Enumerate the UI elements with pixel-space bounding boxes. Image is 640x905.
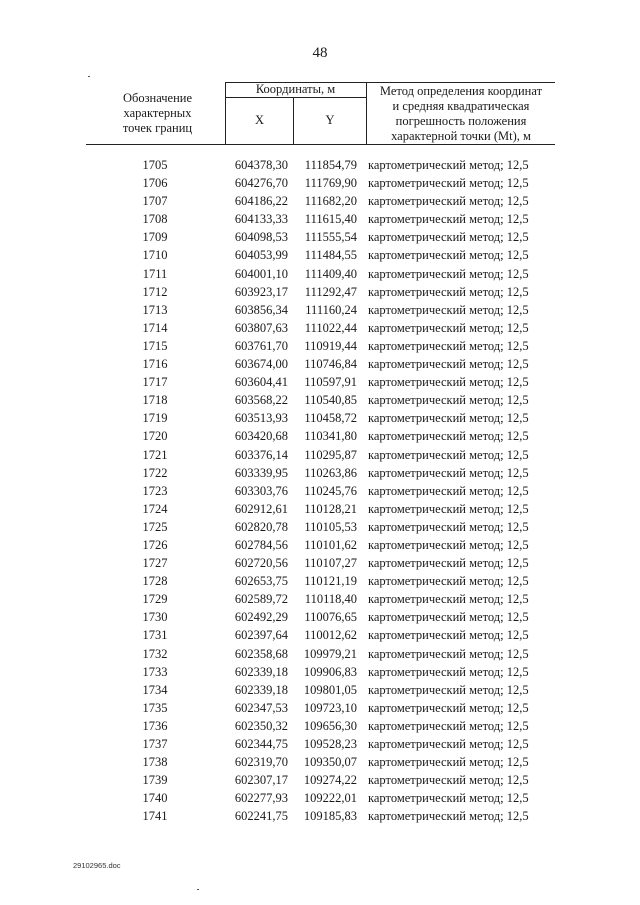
point-id-cell: 1718 [142, 393, 168, 408]
coord-y-cell: 111615,40 [304, 212, 357, 227]
coord-y-cell: 109723,10 [303, 700, 357, 715]
coord-x-cell: 602350,32 [234, 718, 288, 733]
coord-y-cell: 111555,54 [304, 230, 357, 245]
method-cell: картометрический метод; 12,5 [368, 574, 529, 589]
point-id-cell: 1716 [142, 357, 168, 372]
point-id-cell: 1725 [142, 519, 168, 534]
header-coordinates: Координаты, м [255, 82, 336, 96]
table-row [0, 446, 640, 464]
point-id-cell: 1706 [142, 176, 168, 191]
coord-y-cell: 110597,91 [304, 375, 357, 390]
table-row [0, 228, 640, 246]
point-id-cell: 1709 [142, 230, 168, 245]
coord-x-cell: 603604,41 [234, 375, 288, 390]
coord-y-cell: 111769,90 [304, 176, 357, 191]
table-row [0, 608, 640, 626]
table-row [0, 518, 640, 536]
point-id-cell: 1740 [142, 791, 168, 806]
point-id-cell: 1717 [142, 375, 168, 390]
header-designation-line: Обозначение [122, 91, 193, 105]
coord-x-cell: 603339,95 [234, 465, 288, 480]
coord-x-cell: 602241,75 [234, 809, 288, 824]
header-x: X [254, 113, 265, 127]
method-cell: картометрический метод; 12,5 [368, 664, 529, 679]
coord-x-cell: 604001,10 [234, 266, 288, 281]
point-id-cell: 1712 [142, 284, 168, 299]
point-id-cell: 1741 [142, 809, 168, 824]
point-id-cell: 1731 [142, 628, 168, 643]
coord-x-cell: 603513,93 [234, 411, 288, 426]
coord-y-cell: 110919,44 [304, 338, 357, 353]
header-method-line: характерной точки (Mt), м [391, 129, 531, 143]
table-row [0, 464, 640, 482]
method-cell: картометрический метод; 12,5 [368, 429, 529, 444]
method-cell: картометрический метод; 12,5 [368, 791, 529, 806]
coord-y-cell: 111409,40 [304, 266, 357, 281]
method-cell: картометрический метод; 12,5 [368, 230, 529, 245]
method-cell: картометрический метод; 12,5 [368, 610, 529, 625]
table-row [0, 427, 640, 445]
table-row [0, 626, 640, 644]
coord-y-cell: 109801,05 [303, 682, 357, 697]
method-cell: картометрический метод; 12,5 [368, 483, 529, 498]
coord-x-cell: 602492,29 [234, 610, 288, 625]
point-id-cell: 1720 [142, 429, 168, 444]
coord-y-cell: 109906,83 [303, 664, 357, 679]
coord-y-cell: 110107,27 [304, 556, 357, 571]
point-id-cell: 1728 [142, 574, 168, 589]
coord-x-cell: 602784,56 [234, 537, 288, 552]
table-row [0, 590, 640, 608]
point-id-cell: 1723 [142, 483, 168, 498]
method-cell: картометрический метод; 12,5 [368, 737, 529, 751]
coord-x-cell: 604378,30 [234, 158, 288, 172]
table-body [0, 156, 640, 825]
table-row [0, 500, 640, 518]
coord-y-cell: 109274,22 [303, 773, 357, 788]
header-method-line: Метод определения координат [379, 84, 543, 98]
coord-x-cell: 602720,56 [234, 556, 288, 571]
method-cell: картометрический метод; 12,5 [368, 809, 529, 824]
header-designation [95, 91, 220, 136]
scan-mark [197, 889, 199, 890]
table-row [0, 645, 640, 663]
method-cell: картометрический метод; 12,5 [368, 284, 529, 299]
coord-y-cell: 110121,19 [304, 574, 357, 589]
footer-doc-code: 29102965.doc [73, 861, 121, 870]
coord-x-cell: 604133,33 [234, 212, 288, 227]
coord-x-cell: 602347,53 [234, 700, 288, 715]
table-row [0, 482, 640, 500]
coord-x-cell: 602339,18 [234, 682, 288, 697]
method-cell: картометрический метод; 12,5 [368, 755, 529, 770]
table-row [0, 192, 640, 210]
method-cell: картометрический метод; 12,5 [368, 411, 529, 426]
table-row [0, 283, 640, 301]
coord-y-cell: 109222,01 [303, 791, 357, 806]
method-cell: картометрический метод; 12,5 [368, 556, 529, 571]
point-id-cell: 1737 [142, 737, 168, 751]
coord-x-cell: 603923,17 [234, 284, 288, 299]
method-cell: картометрический метод; 12,5 [368, 266, 529, 281]
point-id-cell: 1732 [142, 646, 168, 661]
coord-x-cell: 603761,70 [234, 338, 288, 353]
point-id-cell: 1738 [142, 755, 168, 770]
method-cell: картометрический метод; 12,5 [368, 718, 529, 733]
table-row [0, 807, 640, 825]
coord-y-cell: 109350,07 [303, 755, 357, 770]
header-designation-line: характерных [123, 106, 192, 120]
table-row [0, 391, 640, 409]
method-cell: картометрический метод; 12,5 [368, 592, 529, 607]
point-id-cell: 1713 [142, 302, 168, 317]
header-y: Y [325, 113, 335, 127]
method-cell: картометрический метод; 12,5 [368, 158, 529, 172]
coord-y-cell: 110295,87 [304, 447, 357, 462]
point-id-cell: 1710 [142, 248, 168, 263]
coord-x-cell: 604053,99 [234, 248, 288, 263]
coord-x-cell: 602319,70 [234, 755, 288, 770]
point-id-cell: 1705 [142, 158, 168, 172]
coord-y-cell: 109528,23 [303, 737, 357, 751]
point-id-cell: 1715 [142, 338, 168, 353]
coord-y-cell: 111484,55 [304, 248, 357, 263]
point-id-cell: 1735 [142, 700, 168, 715]
table-row [0, 735, 640, 753]
coord-y-cell: 110128,21 [304, 501, 357, 516]
coord-x-cell: 602358,68 [234, 646, 288, 661]
method-cell: картометрический метод; 12,5 [368, 501, 529, 516]
table-row [0, 753, 640, 771]
coord-y-cell: 109979,21 [303, 646, 357, 661]
coord-x-cell: 604186,22 [234, 194, 288, 209]
coord-x-cell: 603856,34 [234, 302, 288, 317]
table-row [0, 246, 640, 264]
method-cell: картометрический метод; 12,5 [368, 375, 529, 390]
point-id-cell: 1711 [142, 266, 168, 281]
point-id-cell: 1724 [142, 501, 168, 516]
coord-x-cell: 602339,18 [234, 664, 288, 679]
coord-y-cell: 110105,53 [304, 519, 357, 534]
header-designation-line: точек границ [122, 121, 193, 135]
coord-x-cell: 602820,78 [234, 519, 288, 534]
method-cell: картометрический метод; 12,5 [368, 465, 529, 480]
point-id-cell: 1739 [142, 773, 168, 788]
point-id-cell: 1714 [142, 320, 168, 335]
method-cell: картометрический метод; 12,5 [368, 194, 529, 209]
table-row [0, 174, 640, 192]
table-row [0, 265, 640, 283]
coord-y-cell: 111854,79 [304, 158, 357, 172]
method-cell: картометрический метод; 12,5 [368, 212, 529, 227]
point-id-cell: 1722 [142, 465, 168, 480]
table-row [0, 210, 640, 228]
method-cell: картометрический метод; 12,5 [368, 628, 529, 643]
coord-x-cell: 602277,93 [234, 791, 288, 806]
method-cell: картометрический метод; 12,5 [368, 700, 529, 715]
coord-x-cell: 603807,63 [234, 320, 288, 335]
method-cell: картометрический метод; 12,5 [368, 682, 529, 697]
coord-y-cell: 110012,62 [304, 628, 357, 643]
coord-y-cell: 109656,30 [303, 718, 357, 733]
coord-y-cell: 110540,85 [304, 393, 357, 408]
table-row [0, 771, 640, 789]
table-row [0, 789, 640, 807]
table-row [0, 554, 640, 572]
table-row [0, 355, 640, 373]
coord-y-cell: 110118,40 [304, 592, 357, 607]
coord-x-cell: 602344,75 [234, 737, 288, 751]
coord-y-cell: 110101,62 [304, 537, 357, 552]
point-id-cell: 1729 [142, 592, 168, 607]
table-row [0, 156, 640, 174]
table-row [0, 699, 640, 717]
coord-x-cell: 603674,00 [234, 357, 288, 372]
point-id-cell: 1708 [142, 212, 168, 227]
coord-x-cell: 602589,72 [234, 592, 288, 607]
coord-x-cell: 603420,68 [234, 429, 288, 444]
coord-x-cell: 603303,76 [234, 483, 288, 498]
header-method [367, 84, 555, 144]
table-row [0, 717, 640, 735]
method-cell: картометрический метод; 12,5 [368, 302, 529, 317]
coord-x-cell: 603376,14 [234, 447, 288, 462]
method-cell: картометрический метод; 12,5 [368, 537, 529, 552]
coord-x-cell: 602653,75 [234, 574, 288, 589]
coord-y-cell: 110076,65 [304, 610, 357, 625]
table-row [0, 301, 640, 319]
coord-x-cell: 602912,61 [234, 501, 288, 516]
coord-x-cell: 604276,70 [234, 176, 288, 191]
coord-y-cell: 110263,86 [304, 465, 357, 480]
table-row [0, 536, 640, 554]
point-id-cell: 1734 [142, 682, 168, 697]
table-row [0, 681, 640, 699]
page-number: 48 [312, 45, 328, 61]
coord-y-cell: 111682,20 [304, 194, 357, 209]
coord-y-cell: 111160,24 [305, 302, 357, 317]
header-coordinates-divider [225, 97, 366, 98]
method-cell: картометрический метод; 12,5 [368, 773, 529, 788]
coord-y-cell: 109185,83 [303, 809, 357, 824]
coord-y-cell: 111022,44 [304, 320, 357, 335]
table-row [0, 373, 640, 391]
table-row [0, 409, 640, 427]
method-cell: картометрический метод; 12,5 [368, 357, 529, 372]
method-cell: картометрический метод; 12,5 [368, 176, 529, 191]
table-row [0, 319, 640, 337]
point-id-cell: 1719 [142, 411, 168, 426]
coord-y-cell: 110341,80 [304, 429, 357, 444]
header-method-line: погрешность положения [395, 114, 527, 128]
table-row [0, 337, 640, 355]
point-id-cell: 1733 [142, 664, 168, 679]
point-id-cell: 1726 [142, 537, 168, 552]
table-row [0, 572, 640, 590]
method-cell: картометрический метод; 12,5 [368, 338, 529, 353]
point-id-cell: 1736 [142, 718, 168, 733]
method-cell: картометрический метод; 12,5 [368, 646, 529, 661]
header-bottom-border [86, 144, 555, 145]
coord-x-cell: 602397,64 [234, 628, 288, 643]
point-id-cell: 1707 [142, 194, 168, 209]
coord-y-cell: 110458,72 [304, 411, 357, 426]
scan-mark [88, 76, 90, 77]
coord-x-cell: 603568,22 [234, 393, 288, 408]
coord-x-cell: 604098,53 [234, 230, 288, 245]
table-row [0, 663, 640, 681]
point-id-cell: 1727 [142, 556, 168, 571]
header-method-line: и средняя квадратическая [392, 99, 530, 113]
method-cell: картометрический метод; 12,5 [368, 519, 529, 534]
method-cell: картометрический метод; 12,5 [368, 248, 529, 263]
point-id-cell: 1721 [142, 447, 168, 462]
coord-y-cell: 110746,84 [304, 357, 357, 372]
coord-y-cell: 111292,47 [304, 284, 357, 299]
coord-x-cell: 602307,17 [234, 773, 288, 788]
method-cell: картометрический метод; 12,5 [368, 320, 529, 335]
method-cell: картометрический метод; 12,5 [368, 447, 529, 462]
method-cell: картометрический метод; 12,5 [368, 393, 529, 408]
point-id-cell: 1730 [142, 610, 168, 625]
coord-y-cell: 110245,76 [304, 483, 357, 498]
